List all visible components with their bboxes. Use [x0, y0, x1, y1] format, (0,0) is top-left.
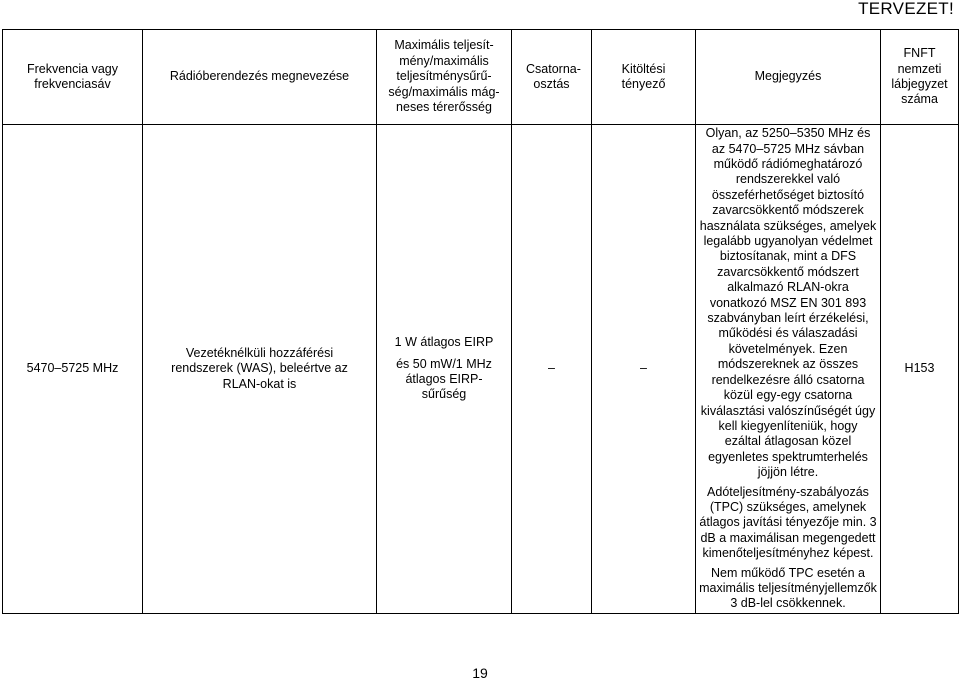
cell-equipment: Vezetéknélküli hozzáférési rendszerek (WAS), beleértve az RLAN-okat is: [143, 125, 377, 614]
cell-duty-cycle: –: [592, 125, 696, 614]
cell-max-power: [377, 125, 512, 614]
header-notes: Megjegyzés: [696, 30, 881, 125]
note-paragraph-no-tpc: Nem működő TPC esetén a maximális teljesítményjellemzők 3 dB-lel csökkennek.: [699, 565, 877, 611]
table-row: [3, 125, 959, 614]
header-channel-spacing: Csatorna-osztás: [512, 30, 592, 125]
header-max-power: Maximális teljesít-mény/maximális teljesítménysűrű-ség/maximális mág-neses térerősség: [377, 30, 512, 125]
cell-frequency: 5470–5725 MHz: [3, 125, 143, 614]
note-paragraph-tpc: Adóteljesítmény-szabályozás (TPC) szükséges, amelynek átlagos javítási tényezője min. 3 dB a maximálisan megengedett kimenőteljesítményhez képest.: [699, 484, 877, 561]
power-line-eirp: 1 W átlagos EIRP: [394, 335, 494, 350]
frequency-allocation-table: [2, 29, 959, 614]
page-number: 19: [472, 665, 488, 681]
header-footnote: FNFT nemzeti lábjegyzet száma: [881, 30, 959, 125]
cell-channel-spacing: –: [512, 125, 592, 614]
header-equipment: Rádióberendezés megnevezése: [143, 30, 377, 125]
header-duty-cycle: Kitöltési tényező: [592, 30, 696, 125]
draft-watermark: TERVEZET!: [858, 0, 954, 18]
cell-footnote: H153: [881, 125, 959, 614]
table-header-row: [3, 30, 959, 125]
note-paragraph-dfs: Olyan, az 5250–5350 MHz és az 5470–5725 MHz sávban működő rádiómeghatározó rendszerekkel való összeférhetőséget biztosító zavarcsökkentő módszerek használata szükséges, amelyek legalább ugyanolyan védelmet biztosítanak, mint a DFS zavarcsökkentő módszert alkalmazó RLAN-okra vonatkozó MSZ EN 301 893 szabványban leírt érzékelési, működési és válaszadási követelmények. Ezen módszereknek az összes rendelkezésre álló csatorna közül egy-egy csatorna kiválasztási valószínűségét úgy kell kiegyenlíteniük, hogy ezáltal átlagosan közel egyenletes spektrumterhelés jöjjön létre.: [699, 126, 877, 480]
cell-notes: [696, 125, 881, 614]
header-frequency: Frekvencia vagy frekvenciasáv: [3, 30, 143, 125]
power-line-density: és 50 mW/1 MHz átlagos EIRP-sűrűség: [396, 356, 492, 402]
